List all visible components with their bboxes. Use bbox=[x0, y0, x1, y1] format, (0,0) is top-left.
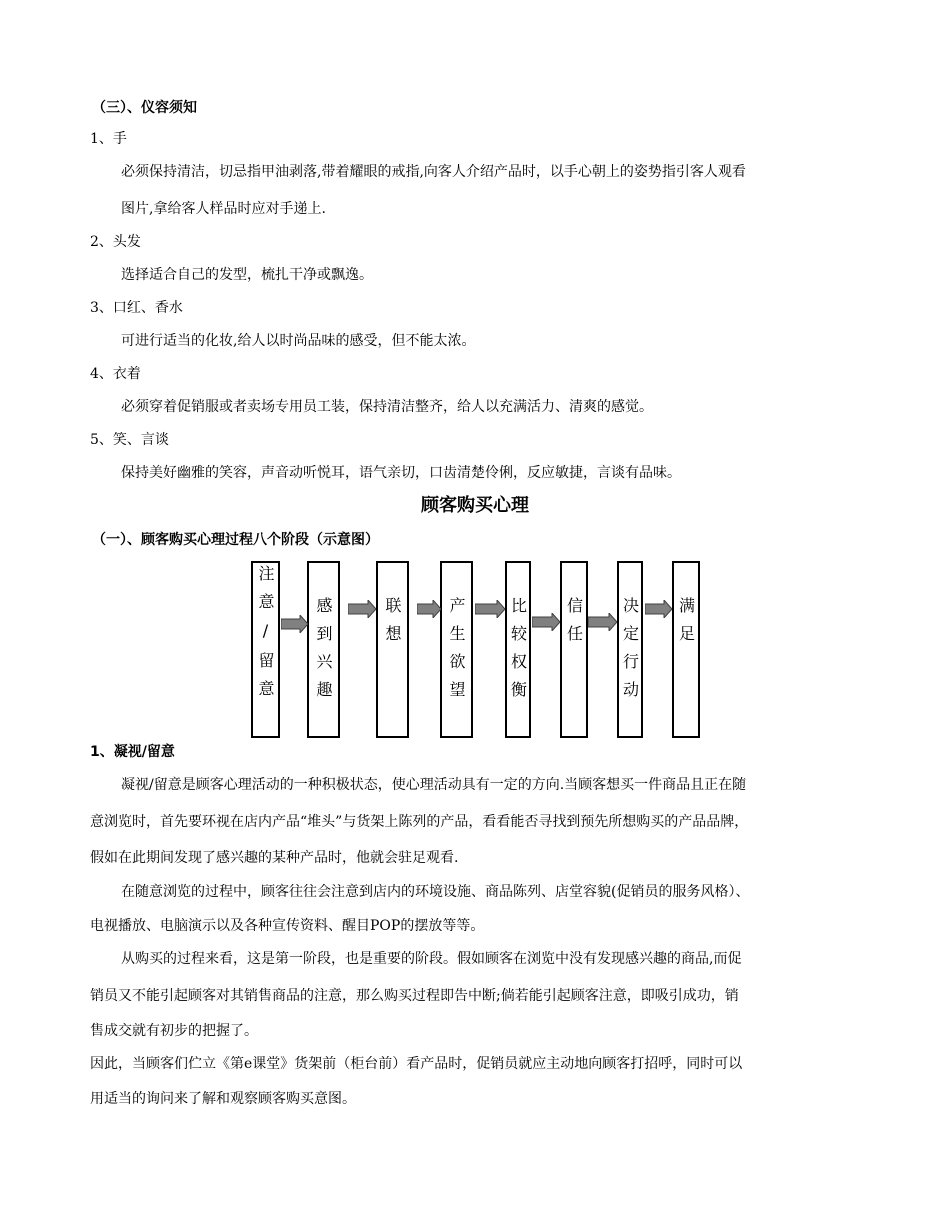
subsection-heading-attention: 1、凝视/留意 bbox=[90, 744, 175, 760]
paragraph-3-line1: 从购买的过程来看，这是第一阶段，也是重要的阶段。假如顾客在浏览中没有发现感兴趣的商品,而促 bbox=[121, 951, 742, 967]
item-text-clothing: 必须穿着促销服或者卖场专用员工装，保持清洁整齐，给人以充满活力、清爽的感觉。 bbox=[121, 399, 653, 415]
paragraph-2-line2: 电视播放、电脑演示以及各种宣传资料、醒目POP的摆放等等。 bbox=[90, 918, 485, 934]
item-text-makeup: 可进行适当的化妆,给人以时尚品味的感受，但不能太浓。 bbox=[121, 333, 476, 349]
flow-stage-box bbox=[617, 561, 643, 738]
flow-stage-box bbox=[376, 561, 409, 738]
flow-stage-box bbox=[505, 561, 531, 738]
item-text-hands-line2: 图片,拿给客人样品时应对手递上. bbox=[121, 201, 326, 217]
arrow-right-icon bbox=[417, 600, 441, 618]
flow-stage-label: 比较权衡 bbox=[508, 597, 528, 709]
flow-stage-label: 联想 bbox=[383, 597, 402, 653]
paragraph-3-line3: 售成交就有初步的把握了。 bbox=[90, 1023, 258, 1039]
item-text-hands-line1: 必须保持清洁，切忌指甲油剥落,带着耀眼的戒指,向客人介绍产品时，以手心朝上的姿势指引客人观看 bbox=[121, 164, 746, 180]
flow-stage-label: 注意/留意 bbox=[256, 565, 275, 708]
item-label-hands: 1、手 bbox=[90, 131, 127, 147]
paragraph-1-line1: 凝视/留意是顾客心理活动的一种积极状态，使心理活动具有一定的方向.当顾客想买一件商品且正在随 bbox=[121, 777, 747, 793]
flow-stage-box bbox=[307, 561, 340, 738]
item-label-clothing: 4、衣着 bbox=[90, 366, 141, 382]
paragraph-1-line3: 假如在此期间发现了感兴趣的某种产品时，他就会驻足观看. bbox=[90, 850, 459, 866]
paragraph-3-line2: 销员又不能引起顾客对其销售商品的注意，那么购买过程即告中断;倘若能引起顾客注意，即吸引成功，销 bbox=[90, 988, 739, 1004]
item-label-speech: 5、笑、言谈 bbox=[90, 432, 169, 448]
arrow-right-icon bbox=[645, 600, 672, 618]
arrow-right-icon bbox=[588, 613, 617, 631]
flow-stage-label: 决定行动 bbox=[620, 597, 640, 709]
flow-stage-label: 产生欲望 bbox=[447, 597, 466, 709]
paragraph-4-line1: 因此，当顾客们伫立《第e课堂》货架前（柜台前）看产品时，促销员就应主动地向顾客打招呼，同时可以 bbox=[90, 1056, 743, 1072]
chapter-title: 顾客购买心理 bbox=[421, 495, 529, 516]
arrow-right-icon bbox=[532, 613, 560, 631]
paragraph-4-line2: 用适当的询问来了解和观察顾客购买意图。 bbox=[90, 1091, 356, 1107]
flow-stage-box bbox=[560, 561, 588, 738]
arrow-right-icon bbox=[281, 615, 308, 633]
flow-stage-box bbox=[251, 561, 280, 738]
flow-stage-label: 感到兴趣 bbox=[314, 597, 333, 709]
flow-stage-box bbox=[672, 561, 700, 738]
arrow-right-icon bbox=[475, 600, 505, 618]
flow-stage-label: 信任 bbox=[564, 597, 584, 653]
flow-stage-label: 满足 bbox=[676, 597, 696, 653]
item-text-hair: 选择适合自己的发型，梳扎干净或飘逸。 bbox=[121, 267, 373, 283]
item-text-speech: 保持美好幽雅的笑容，声音动听悦耳，语气亲切，口齿清楚伶俐，反应敏捷，言谈有品味。 bbox=[121, 465, 681, 481]
item-label-hair: 2、头发 bbox=[90, 234, 141, 250]
paragraph-1-line2: 意浏览时，首先要环视在店内产品“堆头”与货架上陈列的产品，看看能否寻找到预先所想购买的产品品牌， bbox=[90, 814, 749, 830]
section-heading-etiquette: （三）、仪容须知 bbox=[92, 100, 197, 116]
paragraph-2-line1: 在随意浏览的过程中，顾客往往会注意到店内的环境设施、商品陈列、店堂容貌(促销员的服务风格）、 bbox=[121, 884, 750, 900]
arrow-right-icon bbox=[348, 600, 376, 618]
section-heading-process: （一）、顾客购买心理过程八个阶段（示意图） bbox=[92, 532, 379, 548]
flow-stage-box bbox=[440, 561, 473, 738]
item-label-makeup: 3、口红、香水 bbox=[90, 300, 183, 316]
